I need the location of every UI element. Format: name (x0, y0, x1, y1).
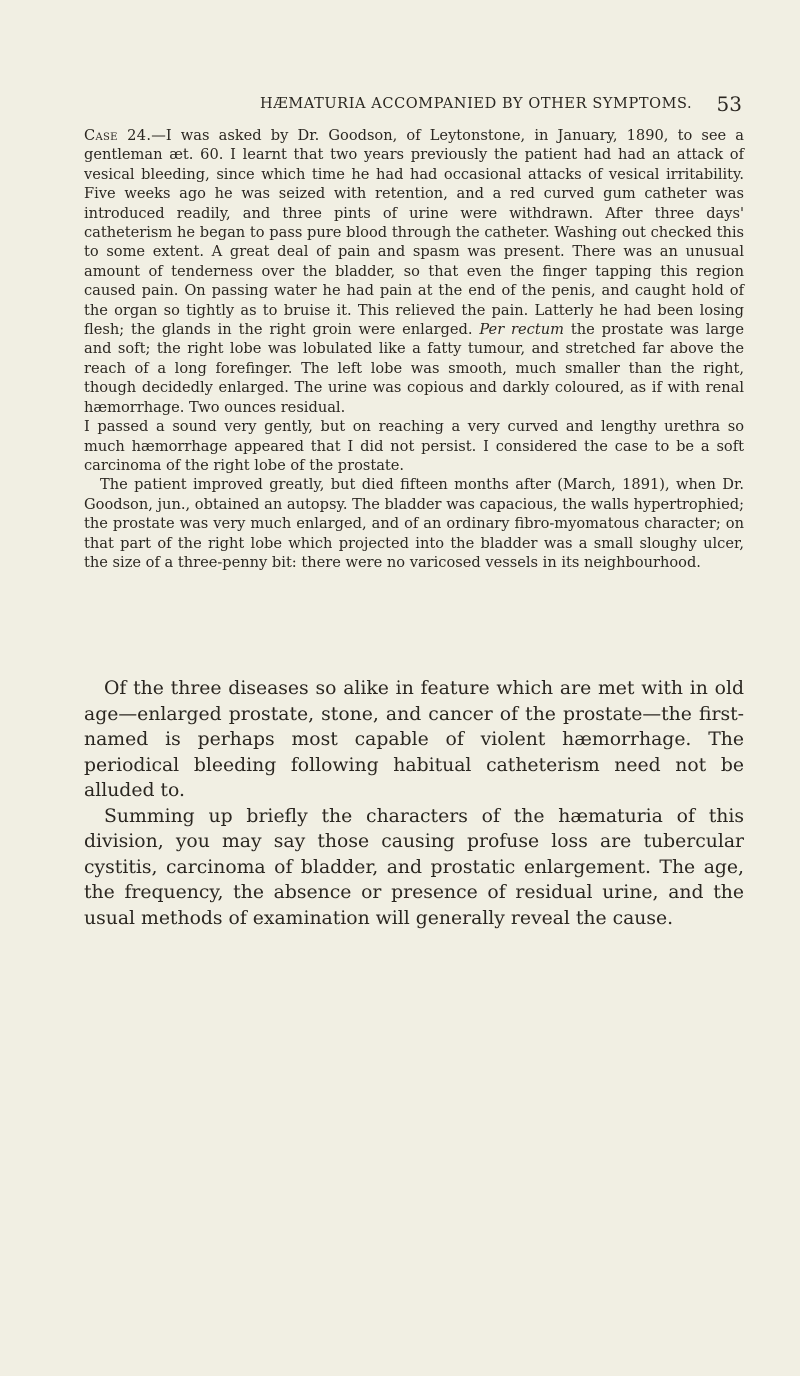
case-report (84, 126, 744, 572)
page-number: 53 (716, 92, 742, 116)
lecture-paragraph-2: Summing up briefly the characters of the hæmaturia of this division, you may say those causing profuse loss are tubercular cystitis, carcinoma of bladder, and prostatic enlargement. The age, the frequency, the absence or presence of residual urine, and the usual methods of examination will generally reveal the cause. (84, 805, 744, 929)
case-label: Case 24. (84, 127, 152, 144)
case-paragraph-1 (84, 126, 744, 417)
case-text-1b: the prostate was large and soft; the right lobe was lobulated like a fatty tumour, and stretched far above the reach of a long forefinger. The left lobe was smooth, much smaller than the right, though decidedly enlarged. The urine was copious and darkly coloured, as if with renal hæmorrhage. Two ounces residual. (84, 321, 745, 416)
case-paragraph-2: I passed a sound very gently, but on reaching a very curved and lengthy urethra so much hæmorrhage appeared that I did not persist. I considered the case to be a soft carcinoma of the right lobe of the prostate. (84, 418, 744, 474)
lecture-paragraph-1: Of the three diseases so alike in feature which are met with in old age—enlarged prostate, stone, and cancer of the prostate—the first-named is perhaps most capable of violent hæmorrhage. The periodical bleeding following habitual catheterism need not be alluded to. (84, 678, 744, 801)
page-header (90, 92, 742, 120)
lecture-text (84, 676, 744, 931)
case-text-1: —I was asked by Dr. Goodson, of Leytonstone, in January, 1890, to see a gentleman æt. 60. I learnt that two years previously the patient had had an attack of vesical bleeding, since which time he had had occasional attacks of vesical irritability. Five weeks ago he was seized with retention, and a red curved gum catheter was introduced readily, and three pints of urine were withdrawn. After three days' catheterism he began to pass pure blood through the catheter. Washing out checked this to some extent. A great deal of pain and spasm was present. There was an unusual amount of tenderness over the bladder, so that even the finger tapping this region caused pain. On passing water he had pain at the end of the penis, and caught hold of the organ so tightly as to bruise it. This relieved the pain. Latterly he had been losing flesh; the glands in the right groin were enlarged. (84, 127, 744, 339)
per-rectum-italic: Per rectum (479, 321, 564, 339)
case-paragraph-3: The patient improved greatly, but died fifteen months after (March, 1891), when Dr. Goodson, jun., obtained an autopsy. The bladder was capacious, the walls hypertrophied; the prostate was very much enlarged, and of an ordinary fibro-myomatous character; on that part of the right lobe which projected into the bladder was a small sloughy ulcer, the size of a three-penny bit: there were no varicosed vessels in its neighbourhood. (84, 476, 744, 571)
running-head: HÆMATURIA ACCOMPANIED BY OTHER SYMPTOMS. (260, 96, 693, 112)
